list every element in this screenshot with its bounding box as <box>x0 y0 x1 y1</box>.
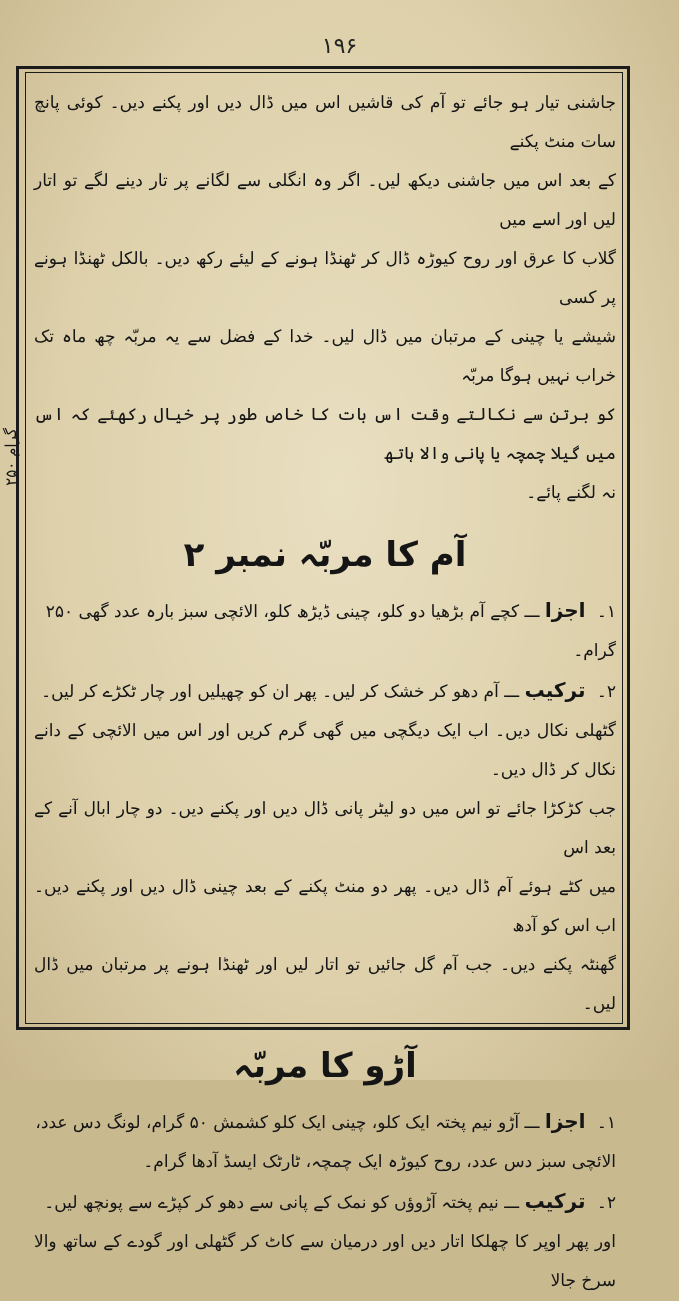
item-heading: اجزا <box>544 598 586 622</box>
text-line: شیشے یا چینی کے مرتبان میں ڈال لیں۔ خدا کے فضل سے یہ مربّہ چھ ماہ تک خراب نہیں ہوگا مربّہ <box>34 327 616 386</box>
page-content <box>34 84 616 1291</box>
item-text: کچے آم بڑھیا دو کلو، چینی ڈیڑھ کلو، الائچی سبز بارہ عدد گھی ۲۵۰ گرام۔ <box>45 602 616 661</box>
ingredients-item: ۱۔ اجزا ـــ آڑو نیم پختہ ایک کلو، چینی ایک کلو کشمش ۵۰ گرام، لونگ دس عدد، <box>35 1109 616 1133</box>
text-line: گٹھلی نکال دیں۔ اب ایک دیگچی میں گھی گرم کریں اور اس میں الائچی کے دانے نکال کر ڈال دیں۔ <box>34 721 616 780</box>
page-number: ۱۹۶ <box>321 34 358 59</box>
section-title-mango-murabba: آم کا مربّہ نمبر ۲ <box>183 535 467 575</box>
item-heading: ترکیب <box>524 678 586 702</box>
ingredients-item: ۱۔ اجزا ـــ کچے آم بڑھیا دو کلو، چینی ڈیڑھ کلو، الائچی سبز بارہ عدد گھی ۲۵۰ گرام۔ <box>45 598 616 661</box>
item-number: ۱۔ <box>596 602 616 622</box>
item-text: نیم پختہ آڑوؤں کو نمک کے پانی سے دھو کر کپڑے سے پونچھ لیں۔ <box>44 1193 499 1213</box>
text-line: کے بعد اس میں جاشنی دیکھ لیں۔ اگر وہ انگلی سے لگانے پر تار دینے لگے تو اتار لیں اور اسے میں <box>34 171 616 230</box>
method-item: ۲۔ ترکیب ـــ نیم پختہ آڑوؤں کو نمک کے پانی سے دھو کر کپڑے سے پونچھ لیں۔ <box>44 1189 616 1213</box>
method-item: ۲۔ ترکیب ـــ آم دھو کر خشک کر لیں۔ پھر ان کو چھیلیں اور چار ٹکڑے کر لیں۔ <box>41 678 616 702</box>
item-number: ۱۔ <box>596 1113 616 1133</box>
section-title-peach-murabba: آڑو کا مربّہ <box>233 1046 417 1086</box>
item-text: آم دھو کر خشک کر لیں۔ پھر ان کو چھیلیں اور چار ٹکڑے کر لیں۔ <box>41 682 499 702</box>
item-number: ۲۔ <box>596 1193 616 1213</box>
text-line: جاشنی تیار ہو جائے تو آم کی قاشیں اس میں ڈال دیں اور پکنے دیں۔ کوئی پانچ سات منٹ پکنے <box>34 93 616 152</box>
item-heading: اجزا <box>544 1109 586 1133</box>
text-line: گلاب کا عرق اور روح کیوڑہ ڈال کر ٹھنڈا ہونے کے لیئے رکھ دیں۔ بالکل ٹھنڈا ہونے پر کسی <box>34 249 616 308</box>
text-line: الائچی سبز دس عدد، روح کیوڑہ ایک چمچہ، ٹارٹک ایسڈ آدھا گرام۔ <box>143 1152 616 1172</box>
text-line: جب کڑکڑا جائے تو اس میں دو لیٹر پانی ڈال دیں اور پکنے دیں۔ دو چار ابال آنے کے بعد اس <box>34 799 616 858</box>
text-line: نہ لگنے پائے۔ <box>526 483 616 503</box>
text-line: میں کٹے ہوئے آم ڈال دیں۔ پھر دو منٹ پکنے کے بعد چینی ڈال دیں اور پکنے دیں۔ اب اس کو آدھ <box>34 877 616 936</box>
item-heading: ترکیب <box>524 1189 586 1213</box>
margin-note: ۲۵۰ گرام <box>2 428 20 486</box>
intro-paragraph <box>34 84 616 513</box>
item-text: آڑو نیم پختہ ایک کلو، چینی ایک کلو کشمش ۵۰ گرام، لونگ دس عدد، <box>35 1113 520 1133</box>
text-line: گھنٹہ پکنے دیں۔ جب آم گل جائیں تو اتار لیں اور ٹھنڈا ہونے پر مرتبان میں ڈال لیں۔ <box>34 955 616 1014</box>
text-line: اور پھر اوپر کا چھلکا اتار دیں اور درمیان سے کاٹ کر گٹھلی اور گودے کے ساتھ والا سرخ جالا <box>34 1232 616 1291</box>
text-line: کو برتن سے نکالتے وقت اس بات کا خاص طور پر خیال رکھئے کہ اس میں گیلا چمچہ یا پانی والا ہاتھ <box>34 405 616 464</box>
item-number: ۲۔ <box>596 682 616 702</box>
